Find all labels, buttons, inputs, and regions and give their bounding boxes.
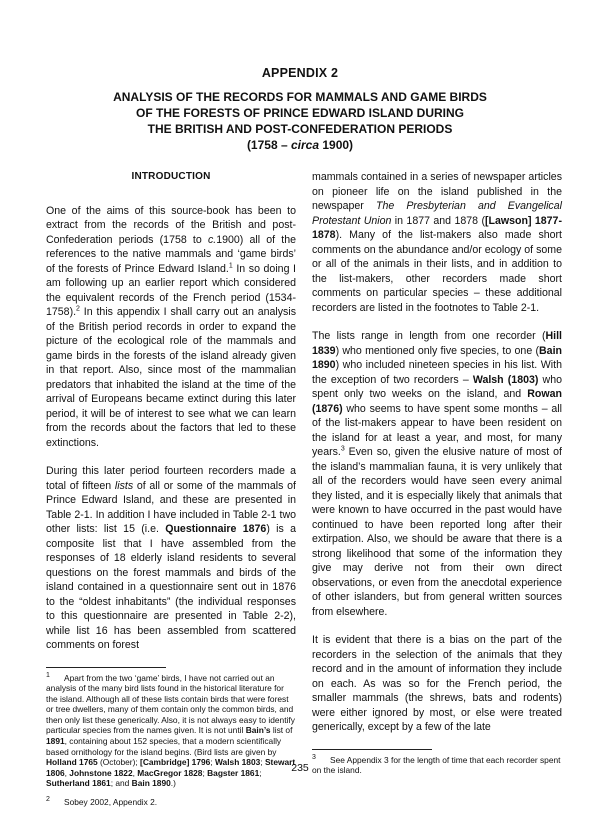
bold-citation: Holland 1765 bbox=[46, 757, 98, 768]
left-column bbox=[46, 170, 296, 816]
footnote-ref[interactable]: 2 bbox=[76, 305, 80, 313]
bold-citation: Hill 1839 bbox=[312, 330, 562, 357]
title-line: ANALYSIS OF THE RECORDS FOR MAMMALS AND GAME BIRDS bbox=[113, 90, 487, 104]
text-run: ) who included nineteen species in his list. With the exception of two recorders – bbox=[312, 359, 562, 386]
text-run: list of bbox=[270, 725, 293, 736]
paragraph bbox=[46, 204, 296, 451]
bold-citation: 1891 bbox=[46, 736, 65, 747]
title-dates-circa: circa bbox=[290, 138, 320, 152]
bold-citation: Walsh (1803) bbox=[472, 373, 539, 386]
appendix-label: APPENDIX 2 bbox=[261, 66, 339, 80]
text-run: ; bbox=[202, 767, 208, 778]
footnote-ref[interactable]: 3 bbox=[340, 445, 345, 453]
text-run: , bbox=[132, 767, 138, 778]
text-run: of all or some of the mammals of Prince Edward Island, and these are presented in Table 2-1. In addition I have included in Table 2-1 two other lists: list 15 (i.e. bbox=[46, 479, 296, 535]
italic-run: lists bbox=[114, 479, 134, 492]
footnote-divider bbox=[312, 749, 432, 750]
text-run: One of the aims of this source-book has been to extract from the records of the British and post-Confederation periods (1758 to bbox=[46, 204, 296, 246]
text-run: ; bbox=[260, 757, 265, 768]
text-run: who spent only two weeks on the island, and bbox=[312, 373, 562, 400]
text-run: It is evident that there is a bias on the part of the recorders in the selection of the animals that they record and in the amount of information they include on each. As was so for the French period, the smaller mammals (the shrews, bats and rodents) were either ignored by most, or else were treated generically, except by a few of the late bbox=[312, 634, 562, 733]
paragraph bbox=[312, 329, 562, 619]
text-run: .) bbox=[170, 778, 176, 789]
bold-citation: Bain’s bbox=[245, 725, 271, 736]
bold-citation: Bain 1890 bbox=[312, 344, 562, 371]
paragraph bbox=[312, 633, 562, 735]
text-run: ; bbox=[259, 767, 262, 778]
bold-citation: Bagster 1861 bbox=[207, 767, 260, 778]
text-run: Even so, given the elusive nature of most of the island’s mammalian fauna, it is very unlikely that all of the recorders would have seen every animal they listed, and it is especially likely that animals that were known to have occurred in the past would have continued to have been reported long after their extirpation. Also, we should be aware that there is a strong likelihood that some of the information they give may derive not from their own direct observations, or even from the anecdotal experience of other islanders, but from general written sources from elsewhere. bbox=[312, 446, 562, 618]
bold-citation: [Lawson] 1877-1878 bbox=[312, 214, 562, 241]
text-run: In this appendix I shall carry out an analysis of the British period records in order to expand the picture of the ecological role of the mammals and game birds in the forests of the island already given in that report. Also, since most of the mammalian predators that inhabited the island at the time of the arrival of Europeans became extinct during this later period, it will be of interest to see what we can learn from the records about the factors that led to these extinctions. bbox=[46, 306, 296, 449]
text-run: , containing about 152 species, that a modern scientifically based ornithology for the island begins. (Bird lists are given by bbox=[46, 736, 282, 757]
footnote-ref[interactable]: 1 bbox=[228, 261, 233, 269]
page-title bbox=[80, 89, 520, 153]
paragraph bbox=[46, 464, 296, 653]
bold-citation: Rowan (1876) bbox=[312, 388, 562, 415]
text-run: who seems to have spent some months – all of the list-makers appear to have been resident on the island for at least a year, and most, for many years. bbox=[312, 402, 562, 458]
text-run: See Appendix 3 for the length of time that each recorder spent on the island. bbox=[312, 754, 561, 776]
text-run: 1900) all of the references to the native mammals and ‘game birds’ of the forests of Prince Edward Island. bbox=[46, 233, 296, 275]
footnote-number: 3 bbox=[312, 753, 316, 761]
bold-citation: [Cambridge] 1796 bbox=[140, 757, 211, 768]
footnote-number: 2 bbox=[46, 796, 50, 804]
text-run: In so doing I am following up an earlier report which considered the equivalent records of the French period (1534-1758). bbox=[46, 262, 296, 318]
title-line: THE BRITISH AND POST-CONFEDERATION PERIODS bbox=[147, 122, 453, 136]
paragraph bbox=[312, 170, 562, 315]
bold-citation: Johnstone 1822 bbox=[69, 767, 133, 778]
text-run: , bbox=[64, 767, 70, 778]
title-line: OF THE FORESTS OF PRINCE EDWARD ISLAND DURING bbox=[135, 106, 464, 120]
text-run: mammals contained in a series of newspaper articles on pioneer life on the island published in the newspaper bbox=[312, 171, 562, 212]
text-run: (October); bbox=[97, 757, 141, 768]
text-run: ) is a composite list that I have assembled from the responses of 18 elderly island residents to several questions on the forest mammals and birds of the island contained in a questionnaire sent out in 1876 to the “oldest inhabitants” (the individual responses to this questionnaire are presented in Table 2-2), while list 16 has been assembled from scattered comments on forest bbox=[46, 523, 296, 651]
text-run: During this later period fourteen recorders made a total of fifteen bbox=[46, 465, 296, 492]
right-column bbox=[312, 170, 562, 784]
text-run: The lists range in length from one recorder ( bbox=[312, 330, 546, 342]
page-number: 235 bbox=[291, 762, 309, 774]
bold-citation: Questionnaire 1876 bbox=[165, 523, 267, 535]
text-run: in 1877 and 1878 ( bbox=[391, 214, 485, 227]
title-dates-start: (1758 – bbox=[246, 138, 291, 152]
text-run: ; and bbox=[110, 778, 132, 789]
bold-citation: Stewart 1806 bbox=[46, 757, 296, 778]
text-run: ) who mentioned only five species, to one ( bbox=[335, 344, 540, 357]
italic-run: c. bbox=[207, 233, 217, 246]
bold-citation: MacGregor 1828 bbox=[137, 767, 203, 778]
bold-citation: Walsh 1803 bbox=[214, 757, 261, 768]
bold-citation: Sutherland 1861 bbox=[46, 778, 111, 789]
italic-run: The Presbyterian and Evangelical Protestant Union bbox=[312, 200, 562, 227]
text-run: Sobey 2002, Appendix 2. bbox=[64, 797, 158, 808]
footnote-divider bbox=[46, 667, 166, 668]
section-heading: INTRODUCTION bbox=[131, 171, 211, 182]
text-run: ; bbox=[210, 757, 215, 768]
title-dates bbox=[80, 137, 520, 153]
title-dates-end: 1900) bbox=[319, 138, 354, 152]
text-run: Apart from the two ‘game’ birds, I have not carried out an analysis of the many bird lists found in the historical literature for the island. Although all of these lists contain birds that were forest or tree dwellers, many of them contain only the common birds, and then only list these generically. Also, it is not always easy to identify particular species from the names given. It is not until bbox=[46, 672, 295, 736]
bold-citation: Bain 1890 bbox=[131, 778, 171, 789]
footnote bbox=[46, 797, 296, 808]
text-run: ). Many of the list-makers also made short comments on the abundance and/or ecology of some or all of the animals in their lists, and in addition to the list-makers, other recorders made short comments on particular species – these additional recorders are listed in the footnotes to Table 2-1. bbox=[312, 229, 562, 314]
footnote-number: 1 bbox=[46, 671, 50, 679]
